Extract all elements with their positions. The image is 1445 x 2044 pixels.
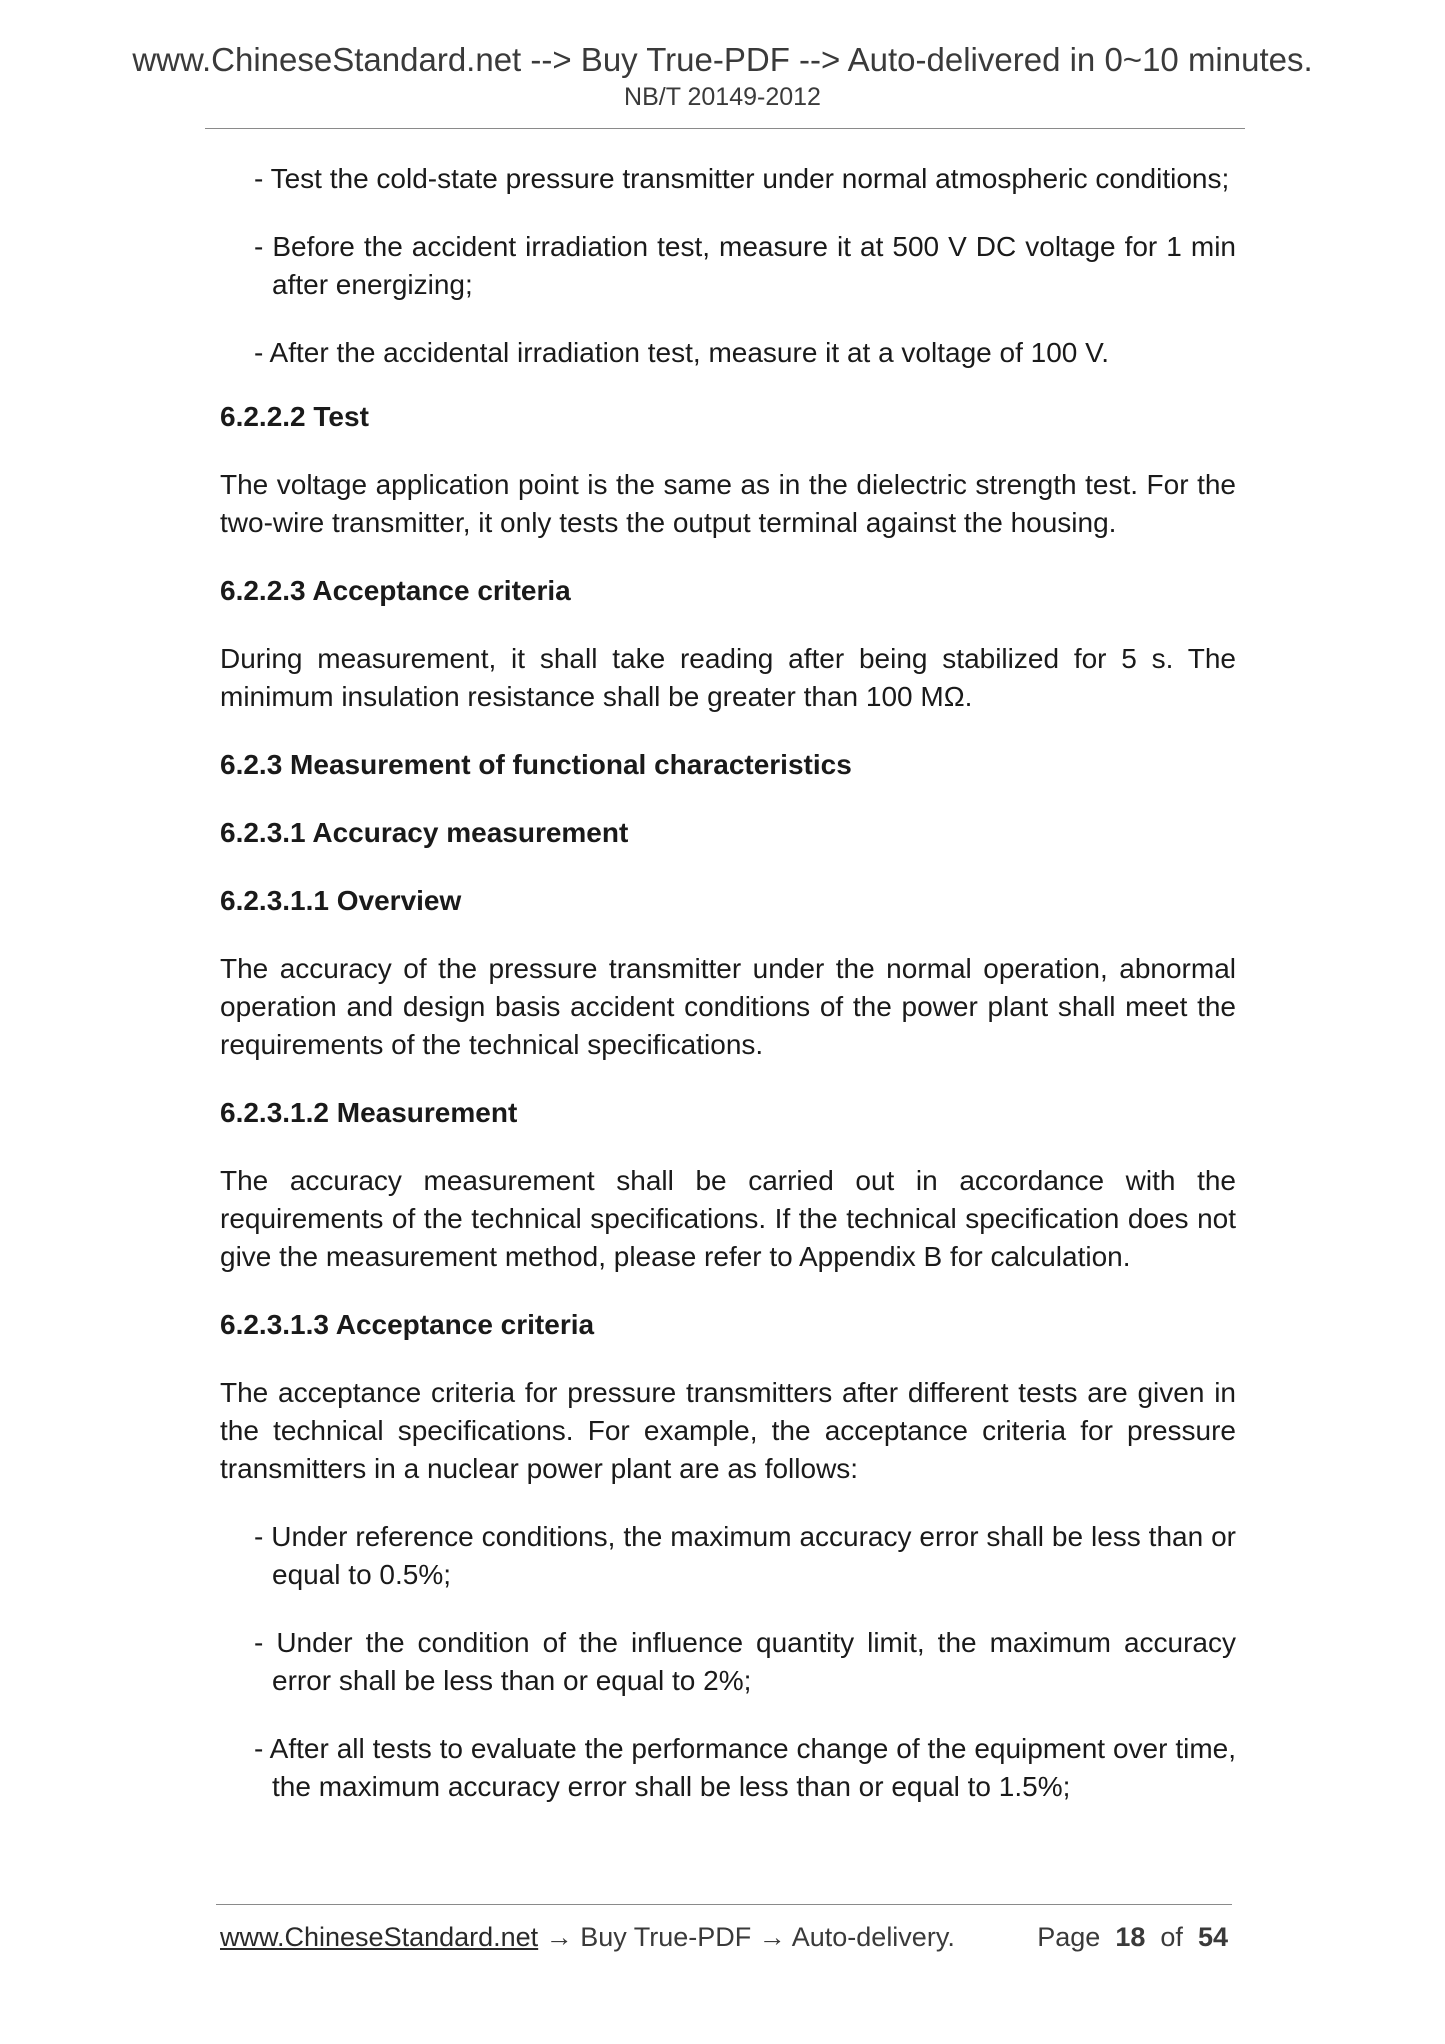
list-item: - Under reference conditions, the maximum accuracy error shall be less than or equal to 0.5%; (254, 1521, 1236, 1590)
section-heading: 6.2.3.1.2 Measurement (220, 1097, 518, 1128)
of-label: of (1160, 1922, 1183, 1952)
paragraph: The acceptance criteria for pressure transmitters after different tests are given in the technical specifications. For example, the acceptance criteria for pressure transmitters in a nuclear power plant are as follows: (220, 1377, 1236, 1484)
standard-number: NB/T 20149-2012 (624, 83, 821, 111)
list-item: - Before the accident irradiation test, measure it at 500 V DC voltage for 1 min after energizing; (254, 231, 1236, 300)
header-divider (205, 128, 1245, 129)
paragraph: The voltage application point is the same as in the dielectric strength test. For the two-wire transmitter, it only tests the output terminal against the housing. (220, 469, 1236, 538)
page-total: 54 (1197, 1922, 1228, 1952)
section-heading: 6.2.3.1.3 Acceptance criteria (220, 1309, 595, 1340)
list-item: - After the accidental irradiation test, measure it at a voltage of 100 V. (254, 337, 1110, 368)
page-number: 18 (1115, 1922, 1146, 1952)
list-item: - After all tests to evaluate the performance change of the equipment over time, the maximum accuracy error shall be less than or equal to 1.5%; (254, 1733, 1236, 1802)
page-indicator (1037, 1922, 1228, 1953)
footer-website-link[interactable]: www.ChineseStandard.net (220, 1922, 539, 1952)
list-item: - Test the cold-state pressure transmitter under normal atmospheric conditions; (254, 163, 1230, 194)
section-heading: 6.2.2.2 Test (220, 401, 369, 432)
footer-promo-text: → Buy True-PDF → Auto-delivery. (538, 1922, 955, 1952)
paragraph: The accuracy measurement shall be carried out in accordance with the requirements of the technical specifications. If the technical specification does not give the measurement method, please refer to Appendix B for calculation. (220, 1165, 1236, 1272)
section-heading: 6.2.3.1.1 Overview (220, 885, 462, 916)
section-heading: 6.2.3 Measurement of functional characteristics (220, 749, 852, 780)
header-banner: www.ChineseStandard.net --> Buy True-PDF --> Auto-delivered in 0~10 minutes. (132, 41, 1313, 78)
footer-divider (216, 1904, 1232, 1905)
paragraph: During measurement, it shall take reading after being stabilized for 5 s. The minimum insulation resistance shall be greater than 100 MΩ. (220, 643, 1236, 712)
paragraph: The accuracy of the pressure transmitter under the normal operation, abnormal operation and design basis accident conditions of the power plant shall meet the requirements of the technical specifications. (220, 953, 1236, 1060)
footer-left (220, 1922, 955, 1953)
page-label: Page (1037, 1922, 1101, 1952)
page-footer (220, 1922, 1232, 1962)
list-item: - Under the condition of the influence quantity limit, the maximum accuracy error shall be less than or equal to 2%; (254, 1627, 1236, 1696)
section-heading: 6.2.2.3 Acceptance criteria (220, 575, 571, 606)
document-body (220, 160, 1236, 1836)
section-heading: 6.2.3.1 Accuracy measurement (220, 817, 629, 848)
